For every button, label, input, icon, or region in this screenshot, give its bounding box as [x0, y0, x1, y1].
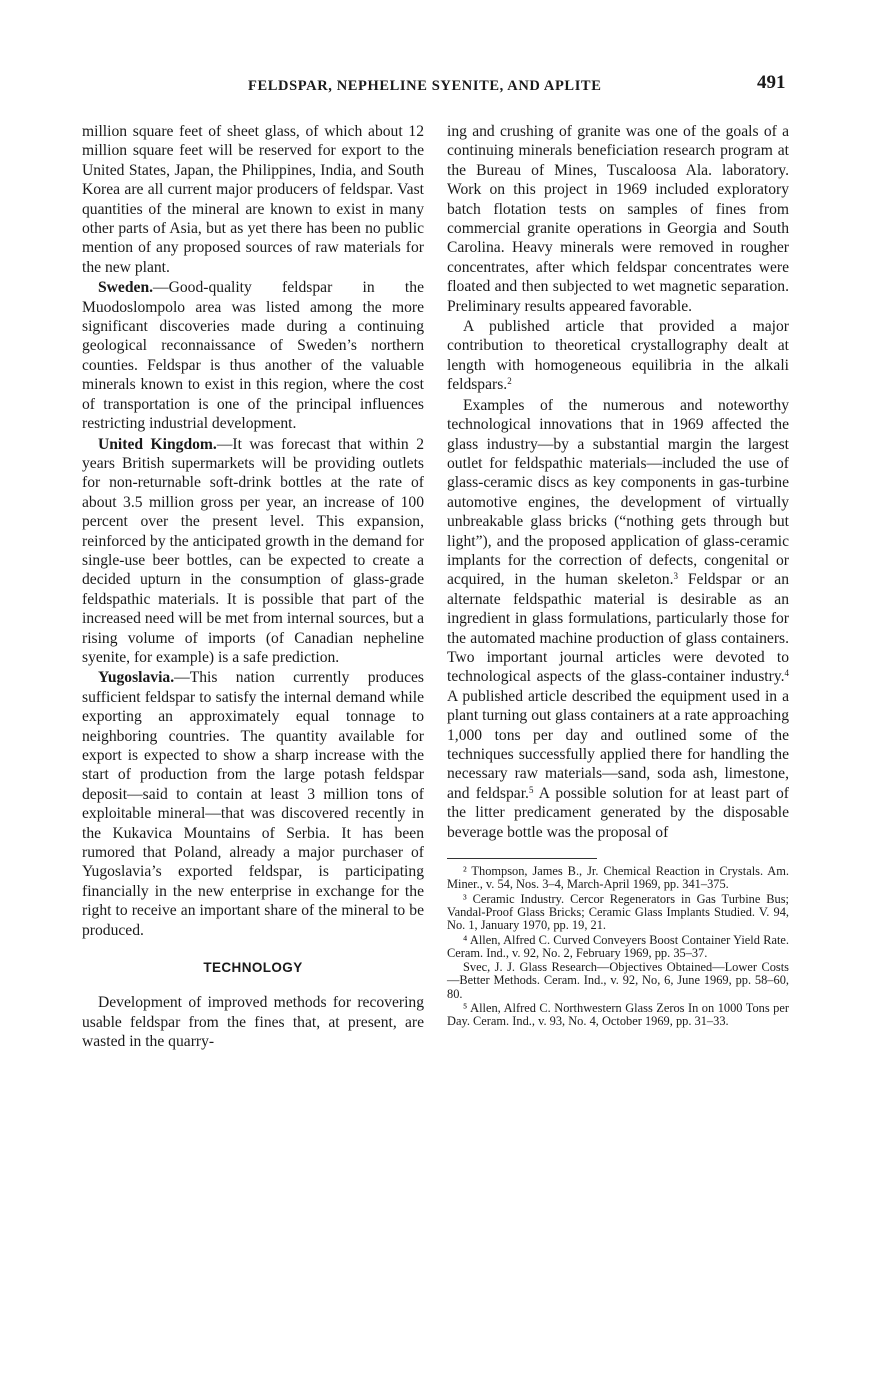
paragraph: Development of improved methods for recovering usable feldspar from the fines that, at present, are wasted in the quarry-: [82, 994, 424, 1051]
paragraph: million square feet of sheet glass, of which about 12 million square feet will be reserved for export to the United States, Japan, the Philippines, India, and South Korea are all current major producers of feldspar. Vast quantities of the mineral are known to exist in many other parts of Asia, but as yet there has been no public mention of any proposed sources of raw materials for the new plant.: [82, 123, 424, 276]
paragraph-text: Feldspar or an alternate feldspathic material is desirable as an ingredient in glass formulations, particularly those for the automated machine production of glass containers. Two important journal articles were devoted to technological aspects of the glass-container industry.: [447, 571, 789, 686]
footnote: ⁵ Allen, Alfred C. Northwestern Glass Zeros In on 1000 Tons per Day. Ceram. Ind., v. 93, No. 4, October 1969, pp. 31–33.: [447, 1001, 789, 1029]
paragraph-text: A published article that provided a major contribution to theoretical crystallography dealt at length with homogeneous equilibria in the alkali feldspars.: [447, 318, 789, 394]
paragraph-text: —This nation currently produces sufficient feldspar to satisfy the internal demand while exporting an approximately equal tonnage to neighboring countries. The quantity available for export is expected to show a sharp increase with the start of production from the large potash feldspar deposit—said to contain at least 3 million tons of exploitable mineral—that was discovered recently in the Kukavica Mountains of Serbia. It has been rumored that Poland, already a major purchaser of Yugoslavia’s exported feldspar, is participating financially in the new enterprise in exchange for the right to receive an important share of the mineral to be produced.: [82, 669, 424, 939]
footnote-ref: 3: [673, 571, 678, 582]
footnote-ref: 2: [507, 376, 512, 387]
footnote-ref: 4: [784, 668, 789, 679]
footnote: ⁴ Allen, Alfred C. Curved Conveyers Boost Container Yield Rate. Ceram. Ind., v. 92, No. 2, February 1969, pp. 35–37.: [447, 932, 789, 960]
footnote: Svec, J. J. Glass Research—Objectives Obtained—Lower Costs—Better Methods. Ceram. Ind., v. 92, No, 6, June 1969, pp. 58–60, 80.: [447, 960, 789, 1001]
paragraph-text: —It was forecast that within 2 years British supermarkets will be providing outlets for non-returnable soft-drink bottles at the rate of about 3.5 million gross per year, an increase of 100 percent over the present level. This expansion, reinforced by the anticipated growth in the demand for single-use beer bottles, can be expected to create a decided upturn in the consumption of glass-grade feldspathic materials. It is possible that part of the increased need will be met from internal sources, but a rising volume of imports (of Canadian nepheline syenite, for example) is a safe prediction.: [82, 435, 424, 666]
right-column: [447, 122, 789, 1030]
paragraph-text: A possible solution for at least part of the litter predicament generated by the disposable beverage bottle was the proposal of: [447, 784, 789, 841]
paragraph-united-kingdom: [82, 435, 424, 668]
paragraph-text: A published article described the equipment used in a plant turning out glass containers at a rate approaching 1,000 tons per day and outlined some of the techniques successfully applied there for handling the necessary raw materials—sand, soda ash, limestone, and feldspar.: [447, 687, 789, 802]
paragraph-yugoslavia: [82, 668, 424, 940]
paragraph-text: Examples of the numerous and noteworthy technological innovations that in 1969 affected the glass industry—by a substantial margin the largest outlet for feldspathic materials—included the use of glass-ceramic discs as key components in gas-turbine automotive engines, the development of virtually unbreakable glass bricks (“nothing gets through but light”), and the proposed application of glass-ceramic implants for the correction of defects, congenital or acquired, in the human skeleton.: [447, 396, 789, 589]
paragraph: [447, 317, 789, 395]
paragraph: [447, 396, 789, 842]
paragraph: ing and crushing of granite was one of the goals of a continuing minerals beneficiation research program at the Bureau of Mines, Tuscaloosa Ala. laboratory. Work on this project in 1969 included exploratory batch flotation tests on samples of fines from commercial granite operations in Georgia and South Carolina. Heavy minerals were removed in rougher concentrates, after which feldspar concentrates were floated and then subjected to wet magnetic separation. Preliminary results appeared favorable.: [447, 123, 789, 315]
section-lead: Yugoslavia.: [98, 669, 175, 687]
footnote: ² Thompson, James B., Jr. Chemical Reaction in Crystals. Am. Miner., v. 54, Nos. 3–4, March-April 1969, pp. 341–375.: [447, 864, 789, 892]
running-title: FELDSPAR, NEPHELINE SYENITE, AND APLITE: [248, 78, 602, 94]
paragraph-sweden: [82, 278, 424, 433]
section-lead: Sweden.: [98, 279, 154, 297]
section-heading: TECHNOLOGY: [203, 960, 303, 976]
left-column: [82, 122, 424, 1053]
footnotes: [447, 865, 789, 1029]
paragraph-text: —Good-quality feldspar in the Muodoslompolo area was listed among the more significant discoveries made during a continuing geological reconnaissance of Sweden’s northern counties. Feldspar is thus another of the valuable minerals known to exist in this region, where the cost of transportation is one of the principal influences restricting industrial development.: [82, 279, 424, 433]
footnote-divider: [447, 858, 597, 859]
footnote-ref: 5: [528, 784, 534, 795]
footnote: ³ Ceramic Industry. Cercor Regenerators in Gas Turbine Bus; Vandal-Proof Glass Bricks; Ceramic Glass Implants Studied. V. 94, No. 1, January 1970, pp. 19, 21.: [447, 891, 789, 933]
page-number: 491: [757, 72, 786, 93]
section-lead: United Kingdom.: [98, 435, 217, 453]
